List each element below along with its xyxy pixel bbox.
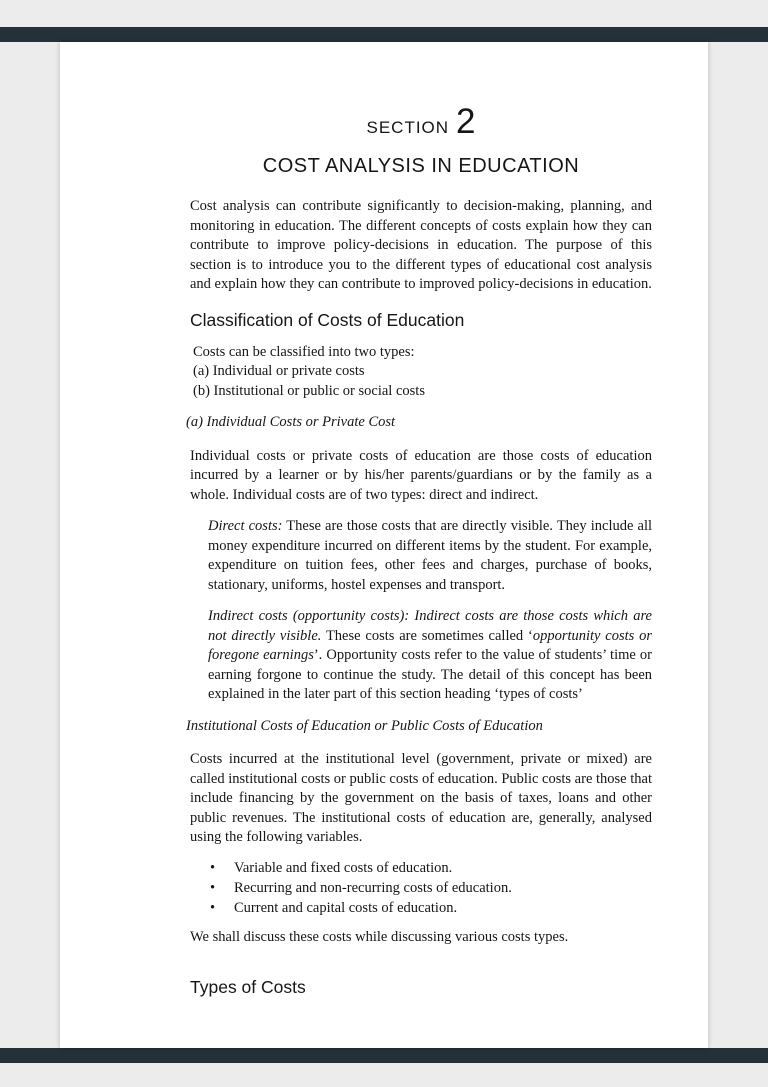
closing-paragraph: We shall discuss these costs while discussing various costs types. <box>190 928 569 945</box>
individual-costs-paragraph: Individual costs or private costs of education are those costs of education incurred by a learner or by his/her parents/guardians or by the family as a whole. Individual costs are of two types: direct and indirect. <box>190 447 652 503</box>
classification-item-b: (b) Institutional or public or social costs <box>193 382 425 399</box>
indirect-costs-text-2: ’. Opportunity costs refer to the value of students’ time or earning forgone to continue the study. The detail of this concept has been explained in the later part of this section heading ‘types of costs’ <box>208 647 652 702</box>
bullet-icon: • <box>210 899 216 916</box>
document-page <box>60 42 708 1048</box>
classification-lead: Costs can be classified into two types: <box>193 343 415 360</box>
classification-item-a: (a) Individual or private costs <box>193 363 365 379</box>
bottom-bar <box>0 1048 768 1063</box>
indirect-costs-paragraph <box>208 607 652 705</box>
indirect-costs-label: Indirect costs (opportunity costs): Indirect costs are those costs which are not directly visible. <box>208 608 652 644</box>
individual-costs-heading: (a) Individual Costs or Private Cost <box>186 414 396 430</box>
list-item-text: Variable and fixed costs of education. <box>234 859 453 876</box>
classification-heading: Classification of Costs of Education <box>190 309 465 330</box>
cost-variables-list <box>210 858 652 918</box>
document-content <box>60 42 708 999</box>
list-item <box>210 898 652 918</box>
indirect-costs-text-1: These costs are sometimes called ‘ <box>321 627 533 644</box>
direct-costs-text: These are those costs that are directly visible. They include all money expenditure incurred on different items by the student. For example, expenditure on tuition fees, other fees and charges, purchase of books, stationary, uniforms, hostel expenses and transport. <box>208 518 653 593</box>
direct-costs-label: Direct costs: <box>208 518 283 534</box>
list-item <box>210 878 652 898</box>
institutional-costs-heading: Institutional Costs of Education or Public Costs of Education <box>186 717 543 734</box>
list-item <box>210 858 652 878</box>
top-bar <box>0 27 768 42</box>
section-label: SECTION <box>366 118 450 137</box>
types-of-costs-heading: Types of Costs <box>190 977 306 997</box>
direct-costs-paragraph <box>208 517 652 595</box>
bullet-icon: • <box>210 879 216 896</box>
page-title: COST ANALYSIS IN EDUCATION <box>262 155 580 177</box>
institutional-costs-paragraph: Costs incurred at the institutional level (government, private or mixed) are called institutional costs or public costs of education. Public costs are those that include financing by the government on the basis of taxes, loans and other public revenues. The institutional costs of education are, generally, analysed using the following variables. <box>190 751 652 845</box>
section-number: 2 <box>456 102 476 141</box>
list-item-text: Current and capital costs of education. <box>234 899 458 916</box>
intro-paragraph: Cost analysis can contribute significantly to decision-making, planning, and monitoring in education. The different concepts of costs explain how they can contribute to improve policy-decisions in education. The purpose of this section is to introduce you to the different types of educational cost analysis and explain how they can contribute to improved policy-decisions in education. <box>190 198 652 292</box>
list-item-text: Recurring and non-recurring costs of education. <box>234 879 512 896</box>
section-heading <box>190 102 652 149</box>
bullet-icon: • <box>210 859 216 876</box>
indirect-costs-quote: opportunity costs or foregone earnings <box>208 627 652 663</box>
